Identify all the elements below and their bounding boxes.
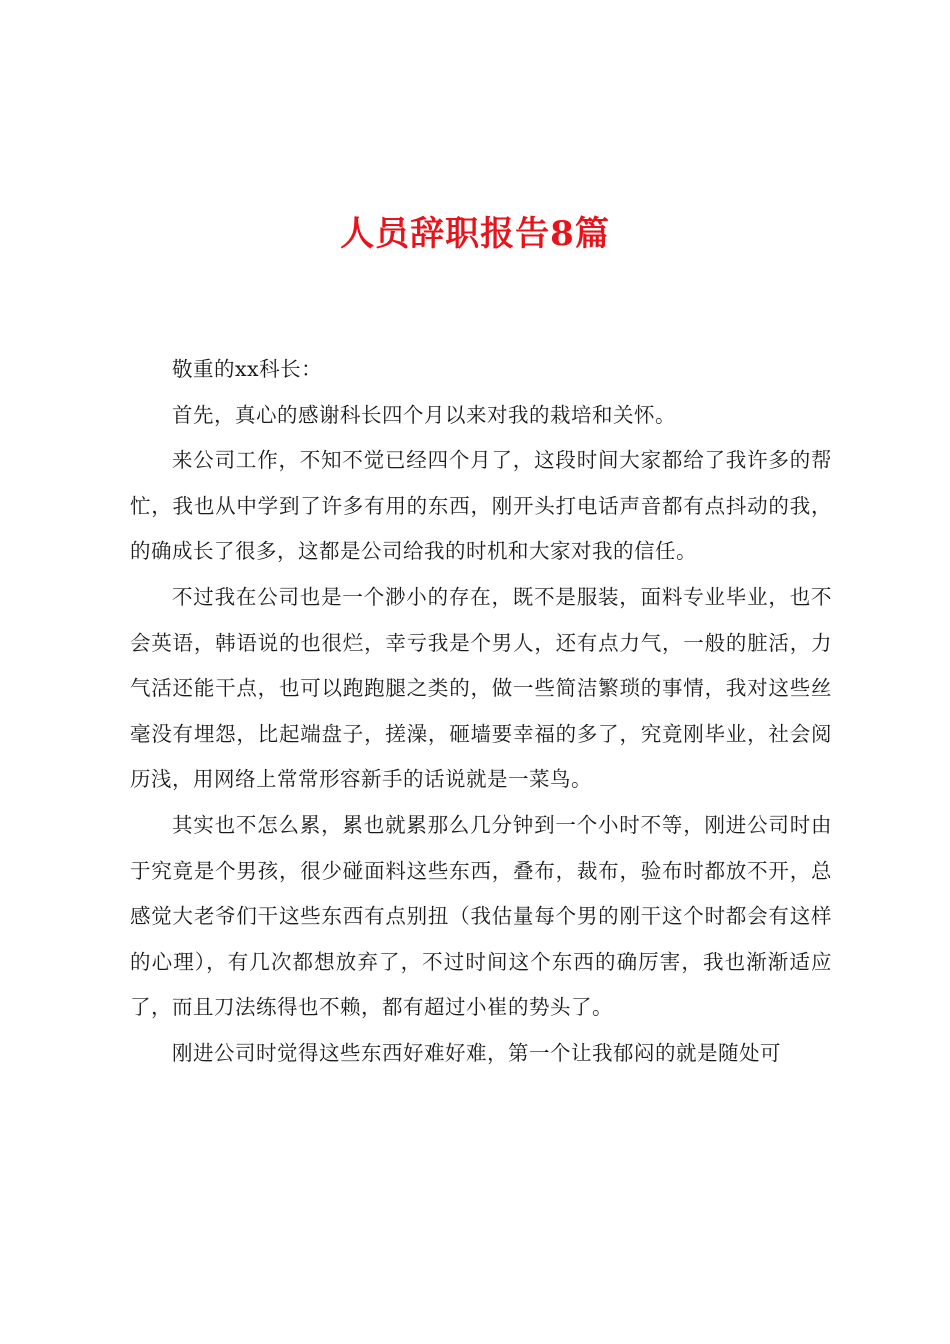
document-body — [130, 347, 832, 1077]
paragraph-4: 其实也不怎么累，累也就累那么几分钟到一个小时不等，刚进公司时由于究竟是个男孩，很少碰面料这些东西，叠布，裁布，验布时都放不开，总感觉大老爷们干这些东西有点别扭（我估量每个男的刚干这个时都会有这样的心理），有几次都想放弃了，不过时间这个东西的确厉害，我也渐渐适应了，而且刀法练得也不赖，都有超过小崔的势头了。 — [130, 812, 832, 1020]
salutation: 敬重的xx科长： — [172, 357, 323, 381]
paragraph-3: 不过我在公司也是一个渺小的存在，既不是服装，面料专业毕业，也不会英语，韩语说的也很烂，幸亏我是个男人，还有点力气，一般的脏活，力气活还能干点，也可以跑跑腿之类的，做一些简洁繁琐的事情，我对这些丝毫没有埋怨，比起端盘子，搓澡，砸墙要幸福的多了，究竟刚毕业，社会阅历浅，用网络上常常形容新手的话说就是一菜鸟。 — [130, 584, 832, 792]
paragraph-1: 首先，真心的感谢科长四个月以来对我的栽培和关怀。 — [172, 402, 676, 427]
paragraph-2: 来公司工作，不知不觉已经四个月了，这段时间大家都给了我许多的帮忙，我也从中学到了许多有用的东西，刚开头打电话声音都有点抖动的我，的确成长了很多，这都是公司给我的时机和大家对我的信任。 — [130, 448, 832, 564]
document-title: 人员辞职报告8篇 — [340, 214, 610, 254]
paragraph-5: 刚进公司时觉得这些东西好难好难，第一个让我郁闷的就是随处可 — [172, 1040, 781, 1065]
